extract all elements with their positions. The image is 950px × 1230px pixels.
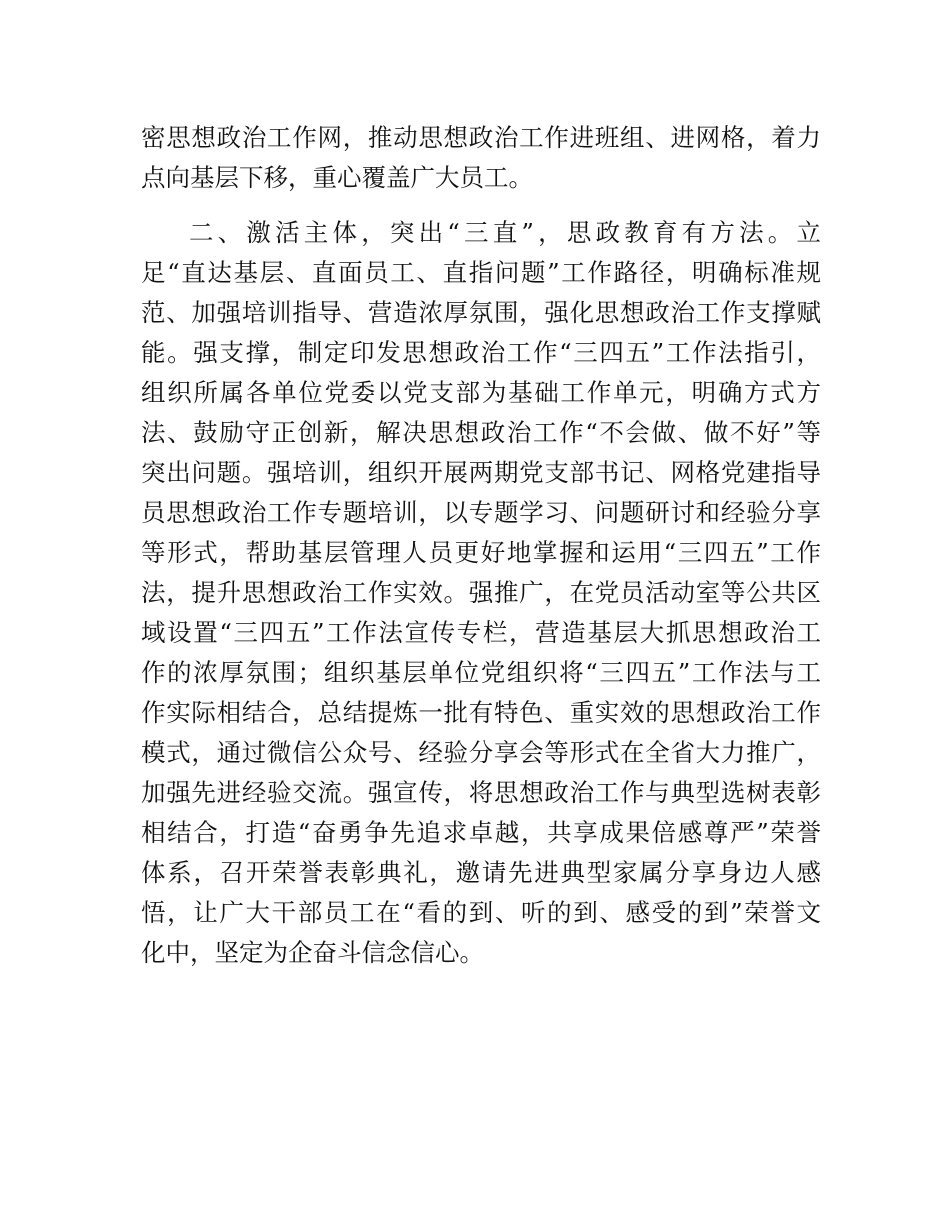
paragraph-1 — [141, 118, 821, 198]
text-line: 作实际相结合，总结提炼一批有特色、重实效的思想政治工作 — [141, 698, 821, 727]
text-line: 悟，让广大干部员工在“看的到、听的到、感受的到”荣誉文 — [141, 898, 821, 927]
text-line: 加强先进经验交流。强宣传，将思想政治工作与典型选树表彰 — [141, 778, 821, 807]
text-line: 足“直达基层、直面员工、直指问题”工作路径，明确标准规 — [141, 258, 821, 287]
text-line: 组织所属各单位党委以党支部为基础工作单元，明确方式方 — [141, 378, 821, 407]
text-line: 化中，坚定为企奋斗信念信心。 — [141, 938, 484, 967]
text-line: 体系，召开荣誉表彰典礼，邀请先进典型家属分享身边人感 — [141, 858, 821, 887]
text-line: 点向基层下移，重心覆盖广大员工。 — [141, 163, 533, 192]
text-line: 突出问题。强培训，组织开展两期党支部书记、网格党建指导 — [141, 458, 821, 487]
text-line: 范、加强培训指导、营造浓厚氛围，强化思想政治工作支撑赋 — [141, 298, 821, 327]
text-line: 能。强支撑，制定印发思想政治工作“三四五”工作法指引， — [141, 338, 821, 367]
text-line: 模式，通过微信公众号、经验分享会等形式在全省大力推广， — [141, 738, 821, 767]
text-line: 员思想政治工作专题培训，以专题学习、问题研讨和经验分享 — [141, 498, 821, 527]
paragraph-gap — [141, 198, 821, 213]
text-line: 作的浓厚氛围；组织基层单位党组织将“三四五”工作法与工 — [141, 658, 821, 687]
text-line: 二、激活主体，突出“三直”，思政教育有方法。立 — [141, 218, 821, 247]
text-line: 等形式，帮助基层管理人员更好地掌握和运用“三四五”工作 — [141, 538, 821, 567]
text-line: 域设置“三四五”工作法宣传专栏，营造基层大抓思想政治工 — [141, 618, 821, 647]
document-body — [141, 118, 821, 973]
paragraph-2 — [141, 213, 821, 973]
text-line: 法，提升思想政治工作实效。强推广，在党员活动室等公共区 — [141, 578, 821, 607]
text-line: 相结合，打造“奋勇争先追求卓越，共享成果倍感尊严”荣誉 — [141, 818, 821, 847]
text-line: 法、鼓励守正创新，解决思想政治工作“不会做、做不好”等 — [141, 418, 821, 447]
text-line: 密思想政治工作网，推动思想政治工作进班组、进网格，着力 — [141, 123, 821, 152]
